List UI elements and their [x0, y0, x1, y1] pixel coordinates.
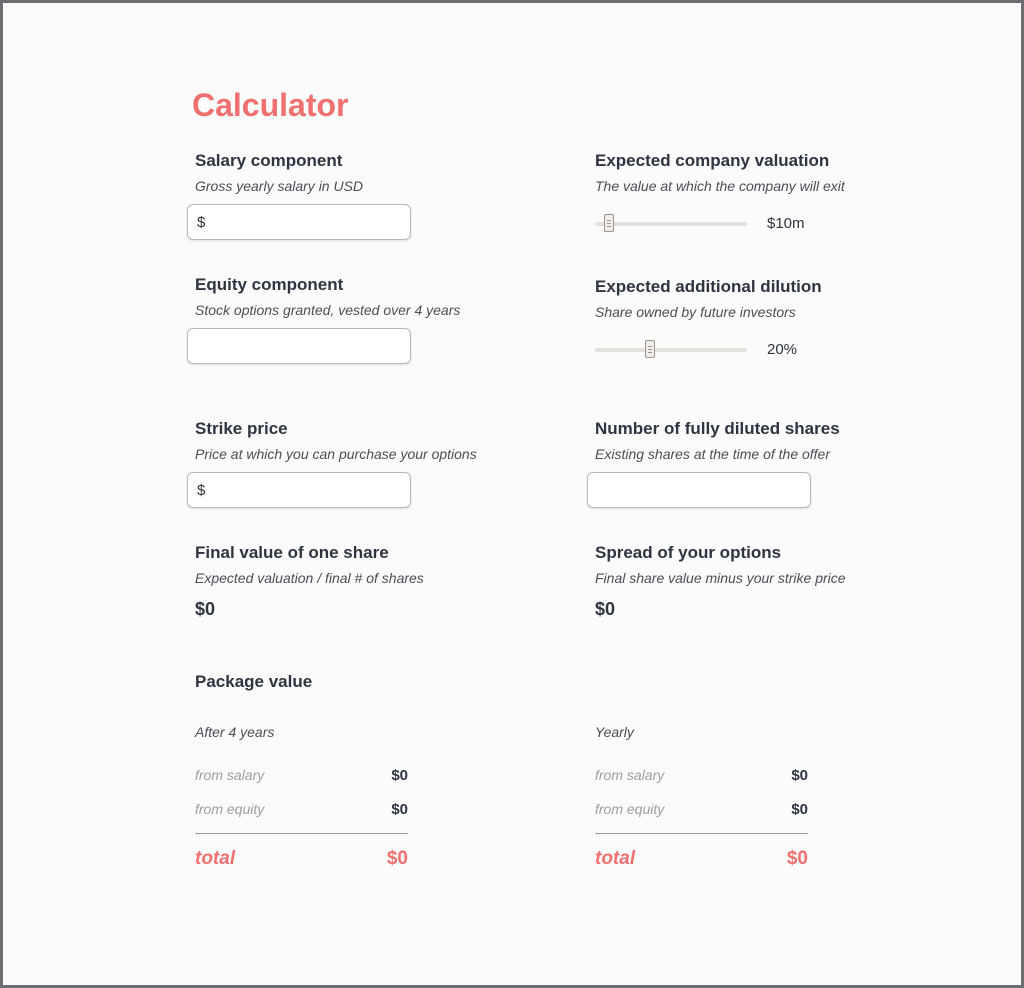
- strike-field: [195, 418, 525, 464]
- strike-label: Strike price: [195, 419, 288, 438]
- after4-salary-label: from salary: [195, 767, 265, 783]
- valuation-slider[interactable]: [595, 214, 747, 234]
- spread-hint: Final share value minus your strike price: [595, 570, 846, 586]
- yearly-salary-label: from salary: [595, 767, 665, 783]
- salary-input-box[interactable]: [187, 204, 411, 240]
- spread-field: [595, 542, 925, 588]
- shares-field: [595, 418, 925, 464]
- salary-currency-prefix: $: [197, 213, 206, 231]
- after4-total-row: [195, 848, 408, 870]
- salary-field: [195, 150, 525, 196]
- spread-label: Spread of your options: [595, 543, 782, 562]
- valuation-slider-thumb[interactable]: [604, 214, 614, 232]
- valuation-value: $10m: [767, 215, 805, 232]
- dilution-slider-track[interactable]: [595, 348, 747, 352]
- equity-label: Equity component: [195, 275, 344, 294]
- final-share-value: $0: [195, 599, 216, 619]
- equity-input-box[interactable]: [187, 328, 411, 364]
- salary-hint: Gross yearly salary in USD: [195, 178, 364, 194]
- after4-divider: [195, 833, 408, 834]
- final-share-hint: Expected valuation / final # of shares: [195, 570, 424, 586]
- equity-field: [195, 274, 525, 320]
- package-value-label: Package value: [195, 672, 313, 691]
- equity-input[interactable]: [197, 338, 377, 355]
- grip-icon: [607, 220, 611, 227]
- after4-salary-row: [195, 767, 408, 784]
- after4-equity-value: $0: [391, 801, 408, 818]
- grip-icon: [648, 346, 652, 353]
- salary-input[interactable]: [207, 214, 387, 231]
- yearly-total-row: [595, 848, 808, 870]
- shares-label: Number of fully diluted shares: [595, 419, 840, 438]
- yearly-salary-row: [595, 767, 808, 784]
- dilution-field: [595, 276, 925, 322]
- yearly-divider: [595, 833, 808, 834]
- final-share-label: Final value of one share: [195, 543, 389, 562]
- final-share-field: [195, 542, 525, 588]
- yearly-equity-label: from equity: [595, 801, 665, 817]
- dilution-hint: Share owned by future investors: [595, 304, 796, 320]
- strike-hint: Price at which you can purchase your options: [195, 446, 477, 462]
- dilution-slider-thumb[interactable]: [645, 340, 655, 358]
- dilution-slider[interactable]: [595, 340, 747, 360]
- strike-currency-prefix: $: [197, 481, 206, 499]
- after4-equity-label: from equity: [195, 801, 265, 817]
- yearly-total-label: total: [595, 848, 636, 869]
- shares-input[interactable]: [597, 482, 777, 499]
- after4-total-value: $0: [386, 848, 408, 869]
- yearly-equity-value: $0: [791, 801, 808, 818]
- valuation-hint: The value at which the company will exit: [595, 178, 845, 194]
- after4-salary-value: $0: [391, 767, 408, 784]
- spread-value: $0: [595, 599, 616, 619]
- shares-hint: Existing shares at the time of the offer: [595, 446, 831, 462]
- yearly-title: Yearly: [595, 724, 634, 740]
- yearly-salary-value: $0: [791, 767, 808, 784]
- valuation-slider-track[interactable]: [595, 222, 747, 226]
- yearly-equity-row: [595, 801, 808, 818]
- valuation-label: Expected company valuation: [595, 151, 830, 170]
- salary-label: Salary component: [195, 151, 343, 170]
- dilution-value: 20%: [767, 341, 798, 358]
- after4-total-label: total: [195, 848, 236, 869]
- dilution-label: Expected additional dilution: [595, 277, 822, 296]
- page-title: Calculator: [192, 87, 349, 123]
- strike-input[interactable]: [207, 482, 387, 499]
- valuation-field: [595, 150, 925, 196]
- shares-input-box[interactable]: [587, 472, 811, 508]
- after4-equity-row: [195, 801, 408, 818]
- after4-title: After 4 years: [195, 724, 275, 740]
- strike-input-box[interactable]: [187, 472, 411, 508]
- equity-hint: Stock options granted, vested over 4 years: [195, 302, 461, 318]
- yearly-total-value: $0: [786, 848, 808, 869]
